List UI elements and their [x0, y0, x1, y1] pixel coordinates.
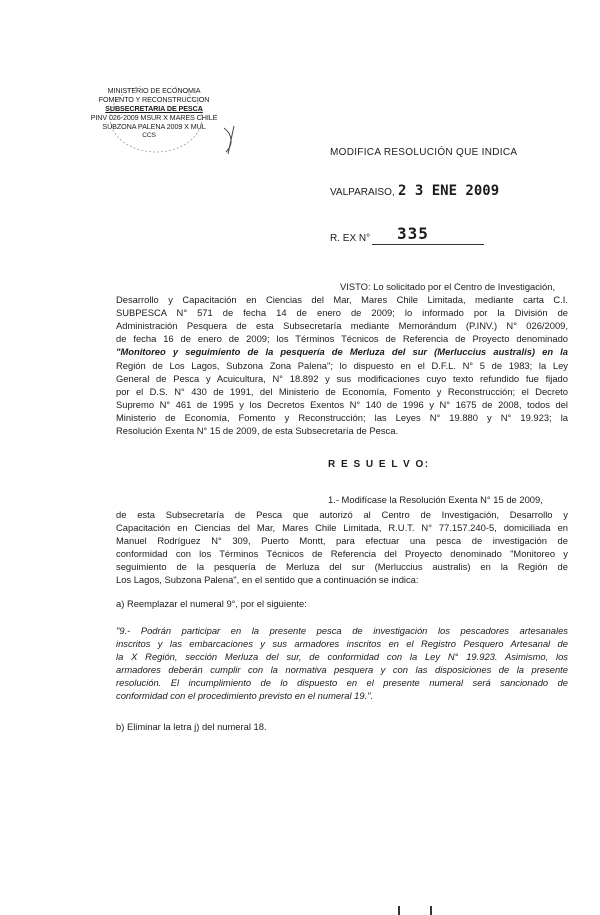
seal-initials: CCS	[142, 132, 156, 139]
visto-line-project-title: "Monitoreo y seguimiento de la pesquería de Merluza del sur (Merluccius australis) en la	[116, 346, 568, 358]
rex-number: 335	[397, 224, 429, 243]
item-a-label: a) Reemplazar el numeral 9°, por el siguiente:	[116, 598, 307, 609]
quote-line: "9.- Podrán participar en la presente pesca de investigación los pescadores artesanales	[116, 625, 568, 636]
quote-line: la X Región, sección Merluza del sur, de conformidad con la Ley N° 19.923. Asimismo, los	[116, 651, 568, 663]
quote-line: resolución. El incumplimiento de lo dispuesto en el presente numeral será sancionado de	[116, 677, 568, 689]
item1-line: seguimiento de la pesquería de Merluza del sur (Merluccius australis) en la Región de	[116, 561, 568, 573]
quoted-numeral-9	[116, 624, 568, 703]
item1-line: Los Lagos, Subzona Palena", en el sentido que a continuación se indica:	[116, 574, 419, 586]
seal-line-ministry: MINISTERIO DE ECONOMIA	[107, 86, 201, 95]
visto-line: SUBPESCA N° 571 de fecha 14 de enero de 2009; lo informado por la División de	[116, 307, 568, 319]
visto-paragraph	[116, 280, 568, 437]
seal-line-subzona: SUBZONA PALENA 2009 X MUL	[102, 122, 206, 131]
resolution-title: MODIFICA RESOLUCIÓN QUE INDICA	[330, 147, 518, 158]
visto-line: General de Pesca y Acuicultura, N° 18.892 y sus modificaciones cuyo texto refundido fue fijado	[116, 372, 568, 384]
rex-label: R. EX N°	[330, 233, 371, 244]
visto-line: VISTO: Lo solicitado por el Centro de Investigación,	[340, 281, 556, 292]
quote-line: inscritos y las embarcaciones y sus armadores inscritos en el Registro Pesquero Artesanal de	[116, 638, 568, 650]
resuelvo-item1-lead: 1.- Modifícase la Resolución Exenta N° 15 de 2009,	[328, 494, 543, 505]
item1-line: Capacitación en Ciencias del Mar, Mares Chile Limitada, R.U.T. N° 77.157.240-5, domiciliada en	[116, 522, 568, 534]
visto-line: Resolución Exenta N° 15 de 2009, de esta Subsecretaría de Pesca.	[116, 425, 399, 437]
resuelvo-item1-paragraph	[116, 508, 568, 587]
place-label: VALPARAISO,	[330, 187, 395, 198]
resuelvo-heading: R E S U E L V O:	[328, 459, 430, 470]
visto-line: Supremo N° 461 de 1995 y los Decretos Exentos N° 140 de 1996 y N° 1675 de 2008, todos del	[116, 398, 568, 410]
scan-mark	[430, 906, 432, 915]
visto-line: Desarrollo y Capacitación en Ciencias del Mar, Mares Chile Limitada, mediante carta C.I.	[116, 294, 568, 306]
scan-mark	[398, 906, 400, 915]
visto-line: Región de Los Lagos, Subzona Zona Palena"; lo dispuesto en el D.F.L. N° 5 de 1983; la Ley	[116, 359, 568, 371]
seal-line-fomento: FOMENTO Y RECONSTRUCCION	[98, 95, 210, 104]
seal-line-subsecretaria: SUBSECRETARIA DE PESCA	[105, 104, 203, 113]
quote-line: conformidad con el procedimiento previsto en el numeral 19.".	[116, 690, 374, 702]
item1-line: de esta Subsecretaría de Pesca que autorizó al Centro de Investigación, Desarrollo y	[116, 509, 568, 520]
item1-line: conformidad con los Términos Técnicos de Referencia del Proyecto denominado "Monitoreo y	[116, 548, 568, 560]
rex-underline	[372, 244, 484, 245]
seal-line-code: PINV 026-2009 MSUR X MARES CHILE	[90, 113, 218, 122]
item-b-label: b) Eliminar la letra j) del numeral 18.	[116, 721, 267, 732]
item1-line: Manuel Rodríguez N° 309, Puerto Montt, para efectuar una pesca de investigación de	[116, 535, 568, 547]
visto-line: Administración Pesquera de esta Subsecretaría mediante Memorándum (P.INV.) N° 026/2009,	[116, 320, 568, 332]
quote-line: armadores deberán cumplir con la normativa pesquera y con las disposiciones de la presente	[116, 664, 568, 676]
ministry-seal	[74, 86, 254, 166]
visto-line: por el D.S. N° 430 de 1991, del Ministerio de Economía, Fomento y Reconstrucción; el Decreto	[116, 385, 568, 397]
visto-line: Ministerio de Economía, Fomento y Reconstrucción; las Leyes N° 19.880 y N° 19.923; la	[116, 411, 568, 423]
date-stamp: 2 3 ENE 2009	[398, 183, 500, 199]
visto-line: de fecha 16 de enero de 2009; los Términos Técnicos de Referencia de Proyecto denominado	[116, 333, 568, 345]
